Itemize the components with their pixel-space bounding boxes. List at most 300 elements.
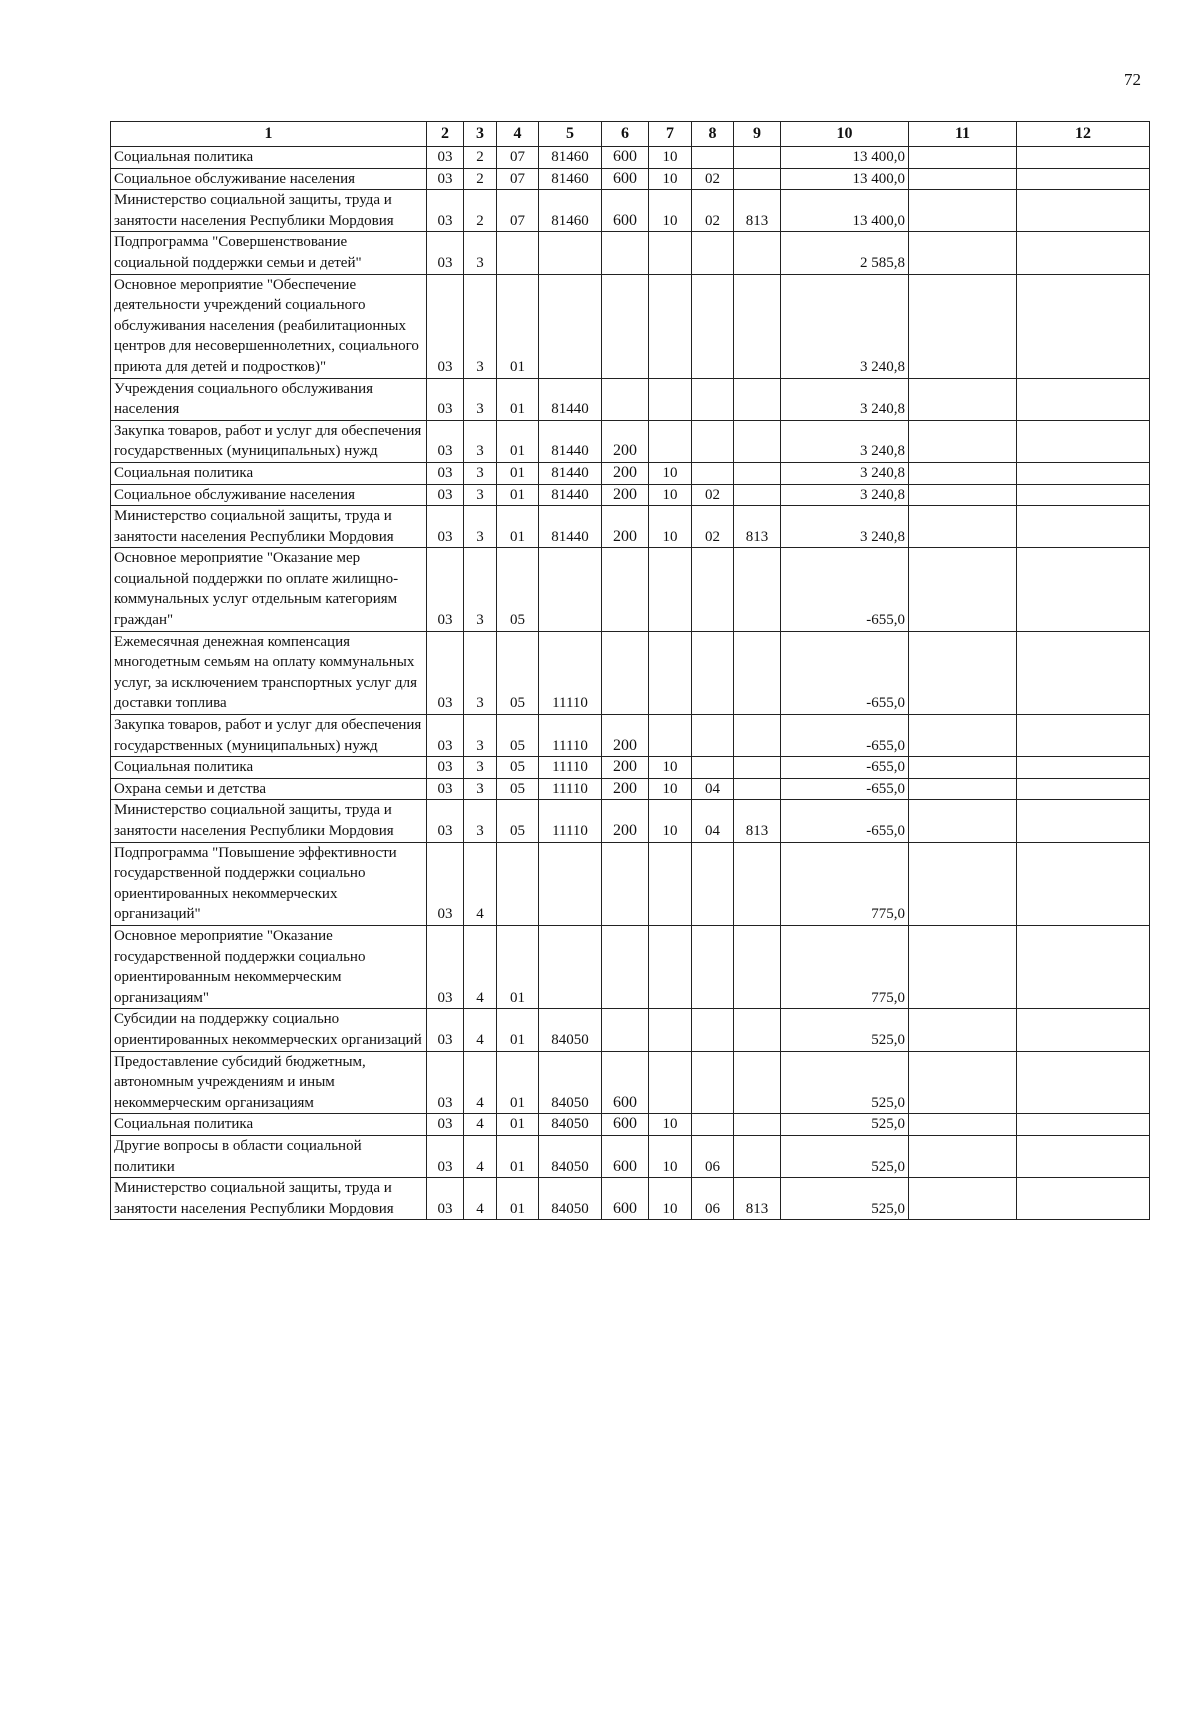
table-row <box>111 925 1150 1008</box>
cell-col-11 <box>909 378 1017 420</box>
cell-code-8: 04 <box>692 778 734 800</box>
cell-code-8: 04 <box>692 800 734 842</box>
cell-col-11 <box>909 548 1017 631</box>
cell-code-7 <box>649 274 692 378</box>
cell-code-4: 01 <box>497 484 539 506</box>
cell-name: Основное мероприятие "Обеспечение деятельности учреждений социального обслуживания населения (реабилитационных центров для несовершеннолетних, социального приюта для детей и подростков)" <box>111 274 427 378</box>
cell-code-7 <box>649 420 692 462</box>
cell-code-6 <box>602 548 649 631</box>
table-row <box>111 484 1150 506</box>
table-header-row <box>111 122 1150 147</box>
cell-code-9 <box>734 232 781 274</box>
cell-code-2: 03 <box>427 378 464 420</box>
cell-name: Другие вопросы в области социальной политики <box>111 1135 427 1177</box>
cell-col-12 <box>1017 506 1150 548</box>
cell-col-12 <box>1017 548 1150 631</box>
cell-code-9 <box>734 631 781 714</box>
cell-code-6: 600 <box>602 1114 649 1136</box>
cell-code-6: 200 <box>602 757 649 779</box>
cell-code-8: 02 <box>692 484 734 506</box>
cell-code-7: 10 <box>649 190 692 232</box>
cell-code-3: 3 <box>464 462 497 484</box>
column-header-1: 1 <box>111 122 427 147</box>
cell-code-4: 01 <box>497 925 539 1008</box>
cell-code-8: 02 <box>692 190 734 232</box>
cell-name: Министерство социальной защиты, труда и занятости населения Республики Мордовия <box>111 1178 427 1220</box>
cell-col-12 <box>1017 842 1150 925</box>
cell-code-5: 84050 <box>539 1178 602 1220</box>
table-row <box>111 420 1150 462</box>
cell-code-9 <box>734 420 781 462</box>
table-row <box>111 1114 1150 1136</box>
cell-code-9: 813 <box>734 1178 781 1220</box>
cell-code-5: 11110 <box>539 715 602 757</box>
cell-code-3: 2 <box>464 168 497 190</box>
cell-code-2: 03 <box>427 631 464 714</box>
cell-code-9 <box>734 378 781 420</box>
cell-amount-10: -655,0 <box>781 800 909 842</box>
cell-name: Охрана семьи и детства <box>111 778 427 800</box>
table-body <box>111 147 1150 1220</box>
cell-name: Социальная политика <box>111 1114 427 1136</box>
cell-code-5 <box>539 232 602 274</box>
cell-col-11 <box>909 1135 1017 1177</box>
cell-code-8 <box>692 232 734 274</box>
cell-code-7: 10 <box>649 778 692 800</box>
cell-col-11 <box>909 1114 1017 1136</box>
cell-code-9 <box>734 462 781 484</box>
cell-code-6: 600 <box>602 1178 649 1220</box>
cell-name: Министерство социальной защиты, труда и занятости населения Республики Мордовия <box>111 506 427 548</box>
cell-col-11 <box>909 800 1017 842</box>
table-row <box>111 1009 1150 1051</box>
table-row <box>111 1051 1150 1114</box>
cell-code-5: 11110 <box>539 800 602 842</box>
cell-code-8 <box>692 274 734 378</box>
cell-col-11 <box>909 842 1017 925</box>
cell-code-6: 600 <box>602 190 649 232</box>
cell-amount-10: 775,0 <box>781 842 909 925</box>
cell-code-4: 07 <box>497 168 539 190</box>
cell-code-3: 3 <box>464 420 497 462</box>
cell-code-3: 4 <box>464 1009 497 1051</box>
cell-code-5: 81440 <box>539 420 602 462</box>
table-row <box>111 548 1150 631</box>
cell-code-6: 200 <box>602 715 649 757</box>
cell-col-12 <box>1017 232 1150 274</box>
cell-amount-10: 3 240,8 <box>781 378 909 420</box>
cell-amount-10: -655,0 <box>781 631 909 714</box>
cell-code-5 <box>539 274 602 378</box>
cell-code-3: 4 <box>464 925 497 1008</box>
cell-code-4: 01 <box>497 506 539 548</box>
cell-name: Закупка товаров, работ и услуг для обеспечения государственных (муниципальных) нужд <box>111 715 427 757</box>
cell-code-3: 4 <box>464 1114 497 1136</box>
cell-code-7 <box>649 925 692 1008</box>
column-header-2: 2 <box>427 122 464 147</box>
cell-code-5: 84050 <box>539 1114 602 1136</box>
cell-code-8 <box>692 757 734 779</box>
cell-code-5: 81440 <box>539 378 602 420</box>
cell-code-6: 600 <box>602 1135 649 1177</box>
cell-name: Социальное обслуживание населения <box>111 484 427 506</box>
cell-col-12 <box>1017 484 1150 506</box>
cell-code-7 <box>649 1009 692 1051</box>
cell-col-12 <box>1017 778 1150 800</box>
cell-code-8 <box>692 925 734 1008</box>
cell-code-8: 02 <box>692 506 734 548</box>
cell-code-7 <box>649 842 692 925</box>
cell-col-12 <box>1017 757 1150 779</box>
cell-amount-10: 13 400,0 <box>781 190 909 232</box>
cell-code-2: 03 <box>427 1051 464 1114</box>
cell-code-8 <box>692 631 734 714</box>
cell-code-7: 10 <box>649 1135 692 1177</box>
cell-code-5: 81440 <box>539 462 602 484</box>
cell-code-6 <box>602 631 649 714</box>
cell-code-6: 200 <box>602 420 649 462</box>
cell-code-6: 200 <box>602 778 649 800</box>
cell-code-3: 3 <box>464 631 497 714</box>
cell-code-9 <box>734 842 781 925</box>
cell-code-5: 81440 <box>539 484 602 506</box>
cell-code-9 <box>734 147 781 169</box>
cell-name: Основное мероприятие "Оказание государственной поддержки социально ориентированным некоммерческим организациям" <box>111 925 427 1008</box>
cell-code-3: 2 <box>464 147 497 169</box>
cell-code-7: 10 <box>649 1114 692 1136</box>
cell-amount-10: 525,0 <box>781 1135 909 1177</box>
cell-code-8 <box>692 1009 734 1051</box>
column-header-3: 3 <box>464 122 497 147</box>
cell-col-11 <box>909 506 1017 548</box>
cell-col-12 <box>1017 800 1150 842</box>
cell-code-2: 03 <box>427 757 464 779</box>
cell-code-8 <box>692 420 734 462</box>
cell-col-11 <box>909 462 1017 484</box>
table-row <box>111 715 1150 757</box>
column-header-4: 4 <box>497 122 539 147</box>
cell-code-7 <box>649 631 692 714</box>
cell-name: Социальная политика <box>111 462 427 484</box>
cell-code-2: 03 <box>427 274 464 378</box>
cell-code-2: 03 <box>427 1009 464 1051</box>
cell-amount-10: 3 240,8 <box>781 506 909 548</box>
cell-code-6 <box>602 378 649 420</box>
cell-col-12 <box>1017 715 1150 757</box>
cell-code-8 <box>692 842 734 925</box>
table-row <box>111 757 1150 779</box>
cell-code-4: 01 <box>497 1009 539 1051</box>
cell-amount-10: 525,0 <box>781 1178 909 1220</box>
cell-code-5 <box>539 548 602 631</box>
table-row <box>111 190 1150 232</box>
cell-code-2: 03 <box>427 462 464 484</box>
cell-col-11 <box>909 420 1017 462</box>
cell-code-5: 11110 <box>539 778 602 800</box>
cell-code-4: 01 <box>497 420 539 462</box>
column-header-8: 8 <box>692 122 734 147</box>
cell-code-7 <box>649 548 692 631</box>
cell-code-3: 3 <box>464 548 497 631</box>
cell-code-8 <box>692 462 734 484</box>
cell-col-11 <box>909 1009 1017 1051</box>
table-row <box>111 778 1150 800</box>
cell-code-3: 3 <box>464 800 497 842</box>
cell-amount-10: 775,0 <box>781 925 909 1008</box>
table-row <box>111 232 1150 274</box>
cell-code-2: 03 <box>427 484 464 506</box>
cell-col-11 <box>909 232 1017 274</box>
cell-code-8 <box>692 548 734 631</box>
cell-code-9: 813 <box>734 800 781 842</box>
cell-code-3: 3 <box>464 506 497 548</box>
cell-code-9 <box>734 548 781 631</box>
cell-col-11 <box>909 757 1017 779</box>
cell-code-4: 01 <box>497 1114 539 1136</box>
column-header-6: 6 <box>602 122 649 147</box>
cell-code-4: 05 <box>497 715 539 757</box>
cell-name: Министерство социальной защиты, труда и занятости населения Республики Мордовия <box>111 800 427 842</box>
cell-code-3: 3 <box>464 715 497 757</box>
cell-col-12 <box>1017 631 1150 714</box>
cell-code-3: 3 <box>464 484 497 506</box>
cell-col-11 <box>909 147 1017 169</box>
cell-code-9 <box>734 1114 781 1136</box>
cell-col-12 <box>1017 1009 1150 1051</box>
cell-code-7: 10 <box>649 1178 692 1220</box>
cell-col-11 <box>909 1051 1017 1114</box>
cell-code-2: 03 <box>427 715 464 757</box>
column-header-5: 5 <box>539 122 602 147</box>
cell-code-3: 4 <box>464 1178 497 1220</box>
cell-name: Министерство социальной защиты, труда и занятости населения Республики Мордовия <box>111 190 427 232</box>
cell-code-7: 10 <box>649 147 692 169</box>
cell-code-3: 3 <box>464 232 497 274</box>
cell-code-2: 03 <box>427 1178 464 1220</box>
cell-code-9 <box>734 1009 781 1051</box>
table-row <box>111 631 1150 714</box>
cell-code-3: 3 <box>464 778 497 800</box>
cell-col-11 <box>909 1178 1017 1220</box>
cell-code-8 <box>692 1114 734 1136</box>
cell-code-7 <box>649 378 692 420</box>
cell-code-3: 4 <box>464 842 497 925</box>
cell-name: Социальная политика <box>111 147 427 169</box>
table-row <box>111 842 1150 925</box>
cell-code-4 <box>497 842 539 925</box>
cell-code-6: 200 <box>602 506 649 548</box>
cell-code-9: 813 <box>734 190 781 232</box>
cell-amount-10: 3 240,8 <box>781 420 909 462</box>
cell-col-11 <box>909 631 1017 714</box>
cell-code-2: 03 <box>427 168 464 190</box>
cell-name: Учреждения социального обслуживания населения <box>111 378 427 420</box>
cell-code-6 <box>602 1009 649 1051</box>
table-row <box>111 168 1150 190</box>
cell-code-3: 3 <box>464 378 497 420</box>
cell-code-7 <box>649 1051 692 1114</box>
cell-code-5 <box>539 842 602 925</box>
cell-col-11 <box>909 715 1017 757</box>
cell-amount-10: -655,0 <box>781 715 909 757</box>
column-header-11: 11 <box>909 122 1017 147</box>
cell-code-5: 81460 <box>539 190 602 232</box>
cell-code-5: 84050 <box>539 1009 602 1051</box>
cell-col-11 <box>909 925 1017 1008</box>
cell-code-4: 05 <box>497 631 539 714</box>
cell-code-9 <box>734 274 781 378</box>
cell-col-12 <box>1017 1178 1150 1220</box>
cell-code-2: 03 <box>427 147 464 169</box>
cell-code-7: 10 <box>649 462 692 484</box>
table-row <box>111 1135 1150 1177</box>
cell-code-5 <box>539 925 602 1008</box>
cell-amount-10: 13 400,0 <box>781 147 909 169</box>
cell-amount-10: 3 240,8 <box>781 462 909 484</box>
cell-name: Социальное обслуживание населения <box>111 168 427 190</box>
cell-col-12 <box>1017 378 1150 420</box>
cell-code-6 <box>602 925 649 1008</box>
cell-name: Социальная политика <box>111 757 427 779</box>
cell-code-5: 11110 <box>539 757 602 779</box>
table-row <box>111 274 1150 378</box>
cell-code-7: 10 <box>649 506 692 548</box>
cell-col-12 <box>1017 274 1150 378</box>
cell-code-4: 01 <box>497 378 539 420</box>
budget-table <box>110 121 1150 1220</box>
cell-code-4: 07 <box>497 147 539 169</box>
cell-code-2: 03 <box>427 925 464 1008</box>
cell-name: Ежемесячная денежная компенсация многодетным семьям на оплату коммунальных услуг, за исключением транспортных услуг для доставки топлива <box>111 631 427 714</box>
table-row <box>111 378 1150 420</box>
cell-code-6: 600 <box>602 147 649 169</box>
table-row <box>111 1178 1150 1220</box>
cell-amount-10: 525,0 <box>781 1009 909 1051</box>
cell-code-4: 01 <box>497 274 539 378</box>
cell-code-6: 600 <box>602 1051 649 1114</box>
cell-code-9 <box>734 715 781 757</box>
cell-code-3: 3 <box>464 274 497 378</box>
cell-code-4 <box>497 232 539 274</box>
cell-code-5: 84050 <box>539 1051 602 1114</box>
cell-code-3: 4 <box>464 1135 497 1177</box>
cell-amount-10: 3 240,8 <box>781 484 909 506</box>
cell-code-2: 03 <box>427 232 464 274</box>
cell-code-4: 01 <box>497 1135 539 1177</box>
cell-code-2: 03 <box>427 800 464 842</box>
cell-code-4: 05 <box>497 778 539 800</box>
cell-amount-10: 13 400,0 <box>781 168 909 190</box>
cell-code-2: 03 <box>427 190 464 232</box>
cell-code-9 <box>734 757 781 779</box>
cell-code-9 <box>734 484 781 506</box>
cell-code-2: 03 <box>427 778 464 800</box>
cell-col-12 <box>1017 190 1150 232</box>
column-header-10: 10 <box>781 122 909 147</box>
column-header-7: 7 <box>649 122 692 147</box>
cell-code-7: 10 <box>649 757 692 779</box>
cell-col-11 <box>909 168 1017 190</box>
cell-code-8: 02 <box>692 168 734 190</box>
cell-code-7 <box>649 232 692 274</box>
cell-col-11 <box>909 484 1017 506</box>
cell-code-9 <box>734 1051 781 1114</box>
column-header-12: 12 <box>1017 122 1150 147</box>
cell-code-2: 03 <box>427 548 464 631</box>
cell-col-11 <box>909 274 1017 378</box>
cell-code-6 <box>602 274 649 378</box>
cell-code-6 <box>602 232 649 274</box>
cell-col-11 <box>909 190 1017 232</box>
cell-code-9 <box>734 778 781 800</box>
cell-name: Закупка товаров, работ и услуг для обеспечения государственных (муниципальных) нужд <box>111 420 427 462</box>
cell-code-7: 10 <box>649 168 692 190</box>
cell-col-11 <box>909 778 1017 800</box>
cell-code-8 <box>692 1051 734 1114</box>
cell-code-5: 81460 <box>539 147 602 169</box>
cell-code-2: 03 <box>427 1114 464 1136</box>
cell-code-2: 03 <box>427 420 464 462</box>
cell-code-5: 11110 <box>539 631 602 714</box>
cell-name: Подпрограмма "Повышение эффективности государственной поддержки социально ориентированных некоммерческих организаций" <box>111 842 427 925</box>
cell-code-5: 84050 <box>539 1135 602 1177</box>
cell-code-2: 03 <box>427 506 464 548</box>
table-row <box>111 462 1150 484</box>
cell-code-7 <box>649 715 692 757</box>
cell-name: Субсидии на поддержку социально ориентированных некоммерческих организаций <box>111 1009 427 1051</box>
cell-col-12 <box>1017 925 1150 1008</box>
cell-code-4: 05 <box>497 757 539 779</box>
cell-amount-10: -655,0 <box>781 548 909 631</box>
cell-name: Предоставление субсидий бюджетным, автономным учреждениям и иным некоммерческим организациям <box>111 1051 427 1114</box>
cell-name: Основное мероприятие "Оказание мер социальной поддержки по оплате жилищно-коммунальных услуг отдельным категориям граждан" <box>111 548 427 631</box>
cell-amount-10: 3 240,8 <box>781 274 909 378</box>
cell-code-2: 03 <box>427 1135 464 1177</box>
cell-amount-10: -655,0 <box>781 757 909 779</box>
cell-col-12 <box>1017 462 1150 484</box>
cell-code-6: 200 <box>602 462 649 484</box>
cell-code-9 <box>734 925 781 1008</box>
cell-code-8: 06 <box>692 1178 734 1220</box>
table-row <box>111 800 1150 842</box>
cell-code-4: 01 <box>497 462 539 484</box>
cell-code-8 <box>692 147 734 169</box>
cell-code-6: 200 <box>602 800 649 842</box>
cell-code-3: 4 <box>464 1051 497 1114</box>
cell-amount-10: -655,0 <box>781 778 909 800</box>
cell-code-8: 06 <box>692 1135 734 1177</box>
cell-code-7: 10 <box>649 800 692 842</box>
cell-col-12 <box>1017 147 1150 169</box>
cell-code-5: 81460 <box>539 168 602 190</box>
cell-code-4: 07 <box>497 190 539 232</box>
column-header-9: 9 <box>734 122 781 147</box>
cell-code-4: 05 <box>497 800 539 842</box>
cell-code-4: 01 <box>497 1051 539 1114</box>
cell-code-9 <box>734 1135 781 1177</box>
page-number: 72 <box>1124 70 1141 89</box>
cell-col-12 <box>1017 420 1150 462</box>
cell-code-3: 2 <box>464 190 497 232</box>
cell-code-9 <box>734 168 781 190</box>
table-row <box>111 506 1150 548</box>
cell-code-6: 200 <box>602 484 649 506</box>
cell-name: Подпрограмма "Совершенствование социальной поддержки семьи и детей" <box>111 232 427 274</box>
cell-code-4: 05 <box>497 548 539 631</box>
cell-col-12 <box>1017 1135 1150 1177</box>
cell-code-2: 03 <box>427 842 464 925</box>
cell-amount-10: 525,0 <box>781 1051 909 1114</box>
